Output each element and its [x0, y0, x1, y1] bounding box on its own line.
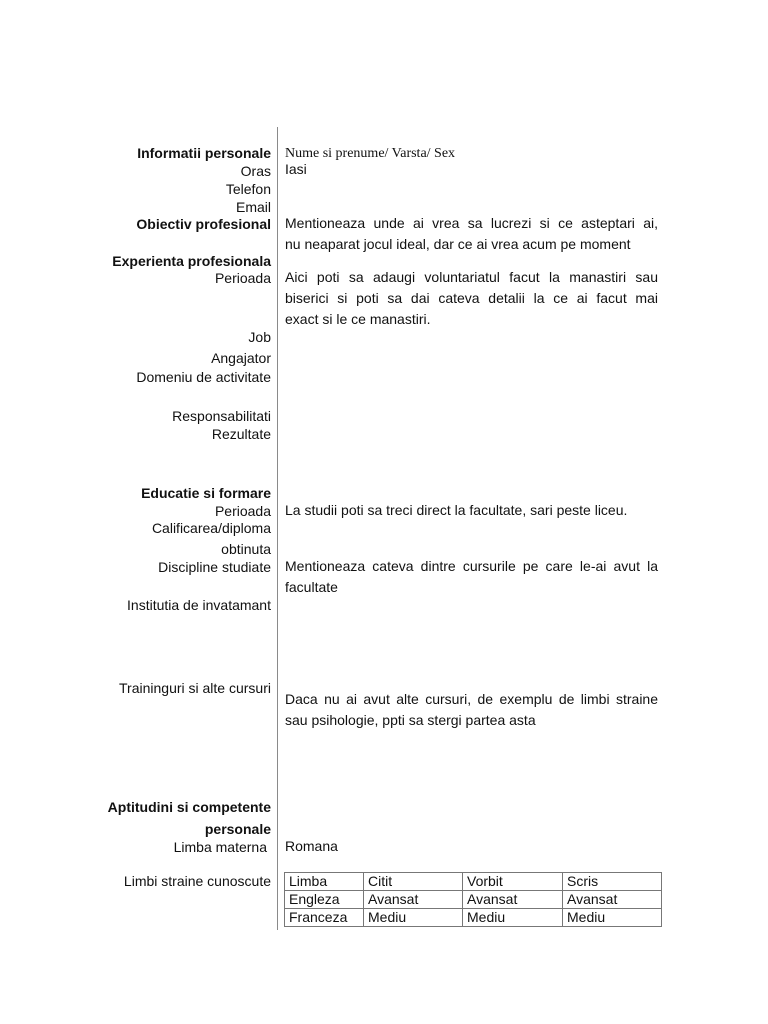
city-value: Iasi	[285, 161, 307, 177]
subjects-line-1: Mentioneaza cateva dintre cursurile pe care le-ai avut la	[285, 558, 658, 574]
section-heading-skills-line-2: personale	[204, 821, 271, 837]
trainings-line-2: sau psihologie, ppti sa stergi partea asta	[285, 712, 536, 728]
employer-label: Angajator	[211, 350, 271, 366]
qualification-label-line-1: Calificarea/diploma	[151, 520, 271, 536]
table-cell: Mediu	[463, 909, 563, 927]
table-header-cell: Vorbit	[463, 873, 563, 891]
name-value: Nume si prenume/ Varsta/ Sex	[285, 146, 456, 161]
institution-label: Institutia de invatamant	[127, 597, 271, 613]
table-row	[285, 891, 662, 909]
table-cell: Mediu	[563, 909, 662, 927]
subjects-line-2: facultate	[285, 579, 338, 595]
section-heading-experience: Experienta profesionala	[112, 253, 271, 269]
table-cell: Avansat	[463, 891, 563, 909]
subjects-text	[285, 556, 658, 598]
table-header-cell: Scris	[563, 873, 662, 891]
education-period-label: Perioada	[214, 503, 271, 519]
qualification-label-line-2: obtinuta	[221, 541, 271, 557]
table-cell: Engleza	[285, 891, 364, 909]
experience-period-label: Perioada	[214, 270, 271, 286]
objective-text	[285, 213, 658, 255]
mother-tongue-label: Limba materna	[173, 839, 267, 855]
table-header-cell: Limba	[285, 873, 364, 891]
column-divider	[277, 127, 278, 930]
table-cell: Franceza	[285, 909, 364, 927]
section-heading-personal-info: Informatii personale	[137, 145, 271, 161]
section-heading-education: Educatie si formare	[141, 485, 271, 501]
objective-line-2: nu neaparat jocul ideal, dar ce ai vrea acum pe moment	[285, 236, 631, 252]
activity-domain-label: Domeniu de activitate	[136, 369, 271, 385]
foreign-languages-label: Limbi straine cunoscute	[123, 873, 271, 889]
section-heading-skills-line-1: Aptitudini si competente	[107, 799, 271, 815]
experience-text	[285, 267, 658, 330]
section-heading-objective: Obiectiv profesional	[136, 216, 271, 232]
subjects-label: Discipline studiate	[158, 559, 271, 575]
experience-line-2: biserici si poti sa dai cateva detalii la ce ai facut mai	[285, 290, 658, 306]
table-cell: Avansat	[563, 891, 662, 909]
job-label: Job	[248, 329, 271, 345]
city-label: Oras	[240, 163, 271, 179]
table-cell: Avansat	[364, 891, 463, 909]
email-label: Email	[235, 199, 271, 215]
foreign-languages-table	[284, 872, 662, 927]
responsibilities-label: Responsabilitati	[172, 408, 271, 424]
objective-line-1: Mentioneaza unde ai vrea sa lucrezi si ce asteptari ai,	[285, 215, 658, 231]
table-row	[285, 909, 662, 927]
results-label: Rezultate	[211, 426, 271, 442]
trainings-text	[285, 689, 658, 731]
phone-label: Telefon	[225, 181, 271, 197]
experience-line-3: exact si le ce manastiri.	[285, 311, 431, 327]
mother-tongue-value: Romana	[285, 838, 338, 854]
table-header-cell: Citit	[364, 873, 463, 891]
table-cell: Mediu	[364, 909, 463, 927]
trainings-label: Traininguri si alte cursuri	[119, 680, 271, 696]
experience-line-1: Aici poti sa adaugi voluntariatul facut la manastiri sau	[285, 269, 658, 285]
education-period-value: La studii poti sa treci direct la facultate, sari peste liceu.	[285, 502, 628, 518]
trainings-line-1: Daca nu ai avut alte cursuri, de exemplu de limbi straine	[285, 691, 658, 707]
table-header-row	[285, 873, 662, 891]
